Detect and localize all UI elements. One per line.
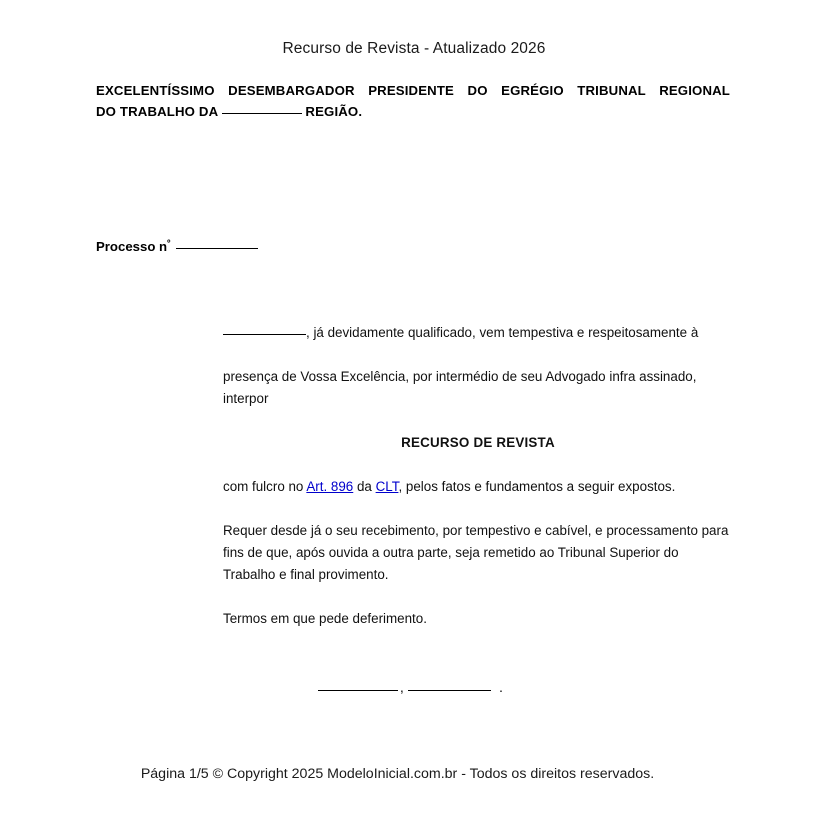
process-number-label: Processo n (96, 239, 168, 254)
document-body (223, 322, 733, 630)
addressee-heading (96, 80, 730, 122)
intro-line-1 (223, 322, 733, 344)
addressee-line-2-prefix: DO TRABALHO DA (96, 104, 218, 119)
process-ordinal-indicator: º (167, 237, 171, 248)
request-paragraph: Requer desde já o seu recebimento, por tempestivo e cabível, e processamento para fins de que, após ouvida a outra parte, seja remetido ao Tribunal Superior do Trabalho e final provimento. (223, 523, 729, 582)
section-heading-recurso: RECURSO DE REVISTA (401, 435, 555, 450)
place-blank-field[interactable] (318, 680, 398, 691)
legal-basis-prefix: com fulcro no (223, 479, 307, 494)
addressee-line-2 (96, 101, 730, 122)
link-art-896[interactable]: Art. 896 (306, 479, 354, 494)
link-clt[interactable]: CLT (375, 479, 399, 494)
addressee-line-2-suffix: REGIÃO. (305, 104, 363, 119)
intro-line-2: presença de Vossa Excelência, por intermédio de seu Advogado infra assinado, (223, 369, 697, 384)
intro-line-1-text: , já devidamente qualificado, vem tempestiva e respeitosamente à (306, 325, 699, 340)
process-number-line (96, 238, 258, 256)
addressee-line-1: EXCELENTÍSSIMO DESEMBARGADOR PRESIDENTE DO EGRÉGIO TRIBUNAL REGIONAL (96, 83, 730, 98)
page-title: Recurso de Revista - Atualizado 2026 (282, 40, 546, 57)
legal-basis-paragraph (223, 476, 733, 498)
legal-basis-suffix: , pelos fatos e fundamentos a seguir expostos. (398, 479, 676, 494)
closing-paragraph: Termos em que pede deferimento. (223, 611, 427, 626)
intro-line-3: interpor (223, 391, 269, 406)
intro-paragraph (223, 322, 733, 410)
page-footer (0, 764, 828, 784)
place-date-separator: , (400, 680, 405, 695)
place-date-line (318, 679, 503, 697)
place-date-terminator: . (499, 680, 504, 695)
party-name-blank-field[interactable] (223, 324, 306, 335)
footer-copyright-text: Página 1/5 © Copyright 2025 ModeloInicial.com.br - Todos os direitos reservados. (140, 766, 655, 782)
date-blank-field[interactable] (408, 680, 491, 691)
process-number-blank-field[interactable] (176, 238, 258, 249)
legal-basis-middle: da (353, 479, 376, 494)
region-blank-field[interactable] (222, 103, 302, 114)
